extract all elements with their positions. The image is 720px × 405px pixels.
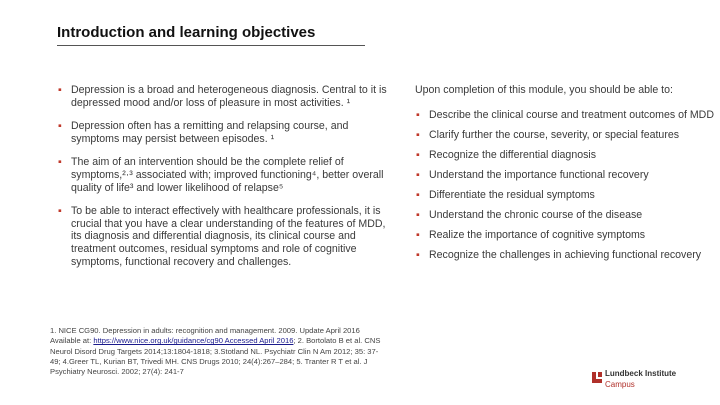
objective-item — [415, 129, 715, 142]
bullet-icon: ▪ — [58, 156, 62, 169]
bullet-icon: ▪ — [416, 209, 420, 222]
bullet-icon: ▪ — [416, 168, 420, 181]
lundbeck-logo-icon — [592, 372, 602, 383]
left-bullet-list — [57, 84, 387, 268]
left-bullet-text: To be able to interact effectively with healthcare professionals, it is crucial that you have a clear understanding of the features of MDD, its diagnosis and differential diagnosis, its clinical course and treatment outcomes, residual symptoms and role of cognitive symptoms, functional recovery and challenges. — [71, 205, 386, 268]
references-text-1: 1. NICE CG90. Depression in adults: recognition and management. 2009. Update April 2016 Available at: — [50, 326, 360, 346]
page-title: Introduction and learning objectives — [57, 24, 316, 41]
objective-text: Understand the importance functional recovery — [429, 168, 649, 181]
objective-text: Recognize the challenges in achieving functional recovery — [429, 249, 702, 262]
bullet-icon: ▪ — [416, 229, 420, 242]
objective-text: Realize the importance of cognitive symptoms — [429, 229, 646, 242]
bullet-icon: ▪ — [416, 148, 420, 161]
reference-link[interactable]: https://www.nice.org.uk/guidance/cg90 Accessed April 2016 — [93, 336, 294, 346]
logo-subtitle: Campus — [605, 380, 635, 389]
objective-item — [415, 209, 715, 222]
bullet-icon: ▪ — [416, 108, 420, 121]
bullet-icon: ▪ — [416, 249, 420, 262]
objective-item — [415, 169, 715, 182]
objective-text: Understand the chronic course of the disease — [429, 209, 643, 222]
left-bullet-2 — [57, 120, 387, 145]
objective-text: Clarify further the course, severity, or special features — [429, 128, 680, 141]
right-column — [415, 84, 715, 269]
logo-name: Lundbeck Institute — [605, 369, 677, 378]
references-text-2: ; 2. Bortolato B et al. CNS Neurol Disord Drug Targets 2014;13:1804-1818; 3.Stotland NL. Psychiatr Clin N Am 2012; 35: 37-49; 4.Greer TL, Kurian BT, Trivedi MH. CNS Drugs 2010; 24(4):267–284; 5. Tranter R T et al. J Psychiatry Neurosci. 2002; 27(4): 241-7 — [50, 336, 381, 377]
objectives-list — [415, 109, 715, 262]
objectives-intro: Upon completion of this module, you should be able to: — [415, 84, 673, 96]
objective-item — [415, 249, 715, 262]
references — [50, 326, 385, 377]
bullet-icon: ▪ — [58, 120, 62, 133]
bullet-icon: ▪ — [416, 128, 420, 141]
objective-text: Describe the clinical course and treatment outcomes of MDD — [429, 108, 714, 121]
objective-item — [415, 229, 715, 242]
left-bullet-1 — [57, 84, 387, 109]
left-bullet-text: Depression is a broad and heterogeneous diagnosis. Central to it is depressed mood and/or loss of pleasure in most activities. ¹ — [71, 84, 387, 109]
left-bullet-text: Depression often has a remitting and relapsing course, and symptoms may persist between episodes. ¹ — [71, 120, 349, 145]
left-bullet-3 — [57, 156, 387, 194]
bullet-icon: ▪ — [58, 205, 62, 218]
objective-text: Differentiate the residual symptoms — [429, 188, 595, 201]
left-bullet-text: The aim of an intervention should be the complete relief of symptoms,²·³ associated with; improved functioning⁴, better overall quality of life³ and lower likelihood of relapse⁵ — [71, 156, 384, 194]
left-bullet-4 — [57, 205, 387, 268]
objective-item — [415, 109, 715, 122]
objective-text: Recognize the differential diagnosis — [429, 148, 597, 161]
bullet-icon: ▪ — [416, 188, 420, 201]
objective-item — [415, 149, 715, 162]
lundbeck-logo — [592, 369, 712, 399]
bullet-icon: ▪ — [58, 84, 62, 96]
left-column — [57, 84, 387, 279]
objective-item — [415, 189, 715, 202]
title-underline — [57, 45, 365, 46]
